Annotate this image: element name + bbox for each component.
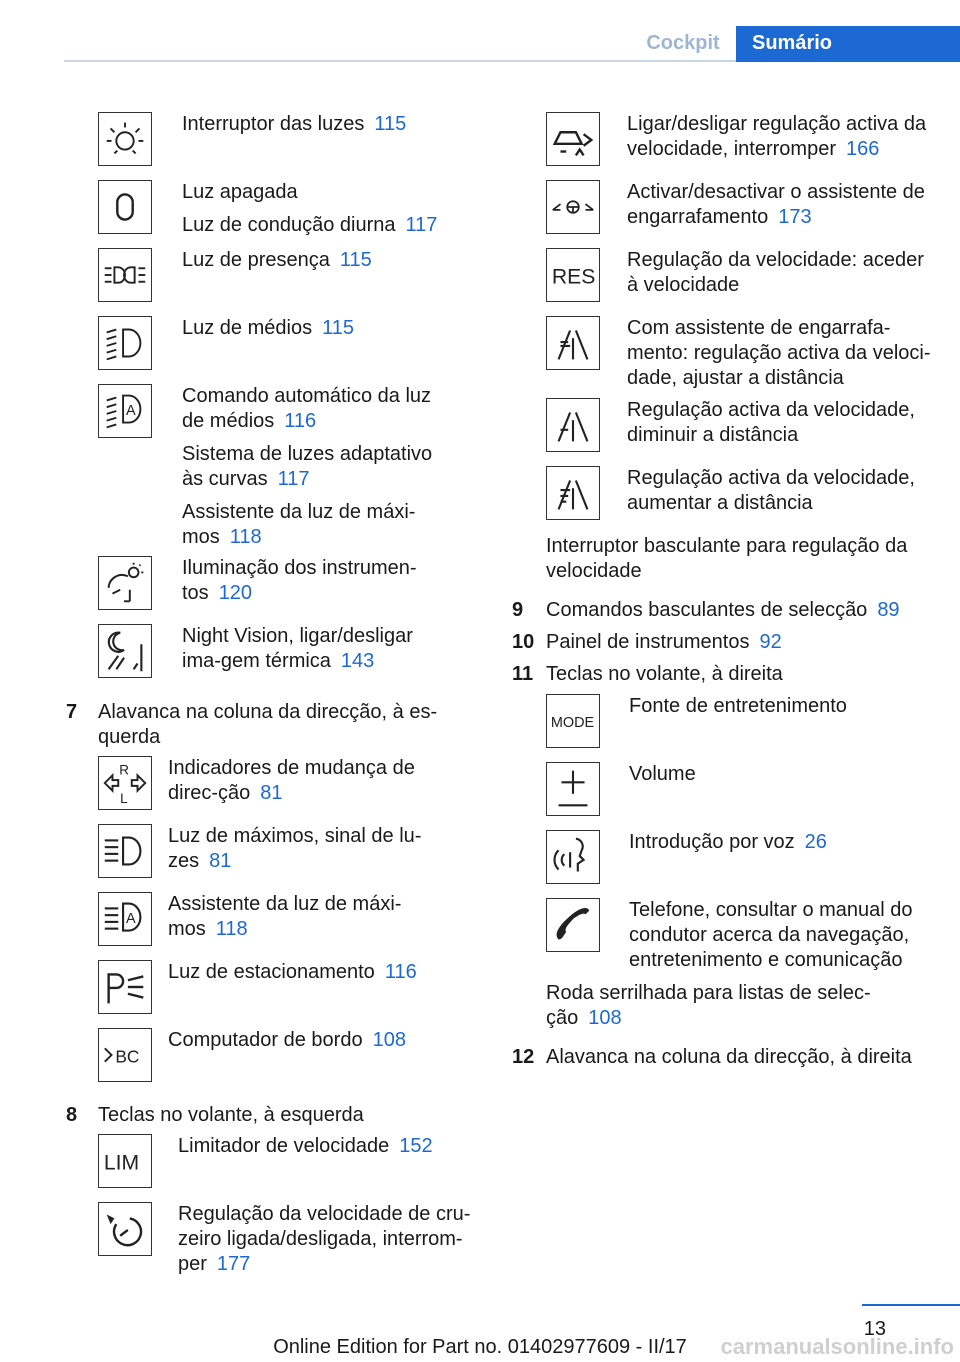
page-ref[interactable]: 81 (209, 850, 232, 872)
page-ref[interactable]: 89 (877, 599, 900, 621)
page-ref[interactable]: 118 (215, 918, 248, 940)
parking-light-text: Luz de presença 115 (182, 249, 372, 271)
auto-low-beam-icon (98, 384, 152, 438)
board-computer-text: Computador de bordo 108 (168, 1029, 406, 1051)
speed-limiter-icon (98, 1134, 152, 1188)
item-12-text: Alavanca na coluna da direcção, à direita (546, 1046, 912, 1068)
tab-cockpit[interactable]: Cockpit (646, 32, 720, 54)
item-number-8: 8 (66, 1104, 78, 1126)
footer-edition: Online Edition for Part no. 01402977609 - II/17 (273, 1336, 687, 1358)
page-ref[interactable]: 26 (804, 831, 827, 853)
phone-icon (546, 898, 600, 952)
distance-increase-text: Regulação activa da velocidade, aumentar a distância (627, 467, 915, 514)
board-computer-icon (98, 1028, 152, 1082)
instrument-lighting-icon (98, 556, 152, 610)
page-ref[interactable]: 166 (846, 138, 880, 160)
light-off-text: Luz apagada Luz de condução diurna 117 (182, 181, 438, 236)
distance-jam-icon (546, 316, 600, 370)
page-ref[interactable]: 108 (588, 1007, 622, 1029)
traffic-jam-assist-text: Activar/desactivar o assistente de engarrafamento 173 (627, 181, 925, 228)
volume-text: Volume (629, 763, 696, 785)
item-number-12: 12 (512, 1046, 535, 1068)
light-switch-icon (98, 112, 152, 166)
cruise-control-icon (98, 1202, 152, 1256)
item-10-text: Painel de instrumentos 92 (546, 631, 782, 653)
rocker-switch-text: Interruptor basculante para regulação da velocidade (546, 535, 908, 582)
mode-icon (546, 694, 600, 748)
distance-jam-text: Com assistente de engarrafa-mento: regulação activa da veloci-dade, ajustar a distância (627, 317, 931, 389)
high-beam-icon (98, 824, 152, 878)
resume-text: Regulação da velocidade: aceder à velocidade (627, 249, 924, 296)
active-cruise-text: Ligar/desligar regulação activa da velocidade, interromper 166 (627, 113, 927, 160)
high-beam-text: Luz de máximos, sinal de lu-zes 81 (168, 825, 422, 872)
distance-decrease-icon (546, 398, 600, 452)
tab-sumario[interactable]: Sumário (736, 26, 960, 62)
turn-signal-text: Indicadores de mudança de direc-ção 81 (168, 757, 415, 804)
page-ref[interactable]: 152 (399, 1135, 433, 1157)
page-ref[interactable]: 116 (284, 410, 317, 432)
item-number-9: 9 (512, 599, 524, 621)
page-ref[interactable]: 108 (372, 1029, 406, 1051)
page-number: 13 (863, 1318, 886, 1340)
svg-text:LIM: LIM (103, 1151, 140, 1175)
page-ref[interactable]: 120 (218, 582, 253, 604)
page-ref[interactable]: 81 (260, 782, 283, 804)
traffic-jam-assist-icon (546, 180, 600, 234)
page-ref[interactable]: 115 (374, 113, 407, 135)
high-beam-assist-text: Assistente da luz de máxi-mos 118 (168, 893, 402, 940)
instrument-lighting-text: Iluminação dos instrumen-tos 120 (182, 557, 417, 604)
page-ref[interactable]: 116 (384, 961, 417, 983)
watermark: carmanualsonline.info (720, 1334, 954, 1359)
item-9-text: Comandos basculantes de selecção 89 (546, 599, 900, 621)
item-7-title: Alavanca na coluna da direcção, à es-querda (98, 701, 438, 748)
night-vision-text: Night Vision, ligar/desligar ima-gem térmica 143 (182, 625, 413, 672)
speed-limiter-text: Limitador de velocidade 152 (178, 1135, 433, 1157)
active-cruise-icon (546, 112, 600, 166)
item-number-11: 11 (512, 663, 534, 685)
svg-text:A: A (125, 402, 136, 419)
light-switch-text: Interruptor das luzes 115 (182, 113, 407, 135)
svg-text:RES: RES (551, 265, 596, 289)
night-vision-icon (98, 624, 152, 678)
distance-decrease-text: Regulação activa da velocidade, diminuir a distância (627, 399, 915, 446)
distance-increase-icon (546, 466, 600, 520)
page-ref[interactable]: 143 (340, 650, 375, 672)
low-beam-text: Luz de médios 115 (182, 317, 354, 339)
parking-lamp-text: Luz de estacionamento 116 (168, 961, 417, 983)
phone-text: Telefone, consultar o manual do condutor acerca da navegação, entretenimento e comunicação (629, 899, 913, 971)
page-ref[interactable]: 177 (216, 1253, 251, 1275)
svg-text:MODE: MODE (550, 714, 595, 731)
svg-text:A: A (125, 910, 136, 927)
light-off-icon (98, 180, 152, 234)
resume-icon (546, 248, 600, 302)
page-ref[interactable]: 117 (405, 214, 438, 236)
parking-light-icon (98, 248, 152, 302)
svg-text:R: R (119, 762, 129, 778)
item-number-10: 10 (512, 631, 535, 653)
page-ref[interactable]: 117 (277, 468, 310, 490)
auto-low-beam-text: Comando automático da luz de médios 116 Sistema de luzes adaptativo às curvas 117 Assistente da luz de máxi-mos 118 (182, 385, 433, 548)
item-number-7: 7 (66, 701, 78, 723)
page-ref[interactable]: 173 (778, 206, 812, 228)
volume-icon (546, 762, 600, 816)
page-ref[interactable]: 115 (322, 317, 354, 339)
item-11-title: Teclas no volante, à direita (546, 663, 783, 685)
voice-icon (546, 830, 600, 884)
thumbwheel-text: Roda serrilhada para listas de selec-ção 108 (546, 982, 871, 1029)
item-8-title: Teclas no volante, à esquerda (98, 1104, 364, 1126)
page-ref[interactable]: 115 (339, 249, 372, 271)
svg-text:BC: BC (115, 1046, 140, 1067)
svg-text:L: L (120, 791, 128, 807)
page-ref[interactable]: 118 (229, 526, 262, 548)
parking-lamp-icon (98, 960, 152, 1014)
low-beam-icon (98, 316, 152, 370)
cruise-control-text: Regulação da velocidade de cru-zeiro ligada/desligada, interrom-per 177 (178, 1203, 471, 1275)
header-bar (0, 26, 960, 60)
page-number-line (862, 1304, 960, 1306)
mode-text: Fonte de entretenimento (629, 695, 847, 717)
page-ref[interactable]: 92 (759, 631, 782, 653)
turn-signal-icon (98, 756, 152, 810)
voice-text: Introdução por voz 26 (629, 831, 827, 853)
high-beam-assist-icon (98, 892, 152, 946)
